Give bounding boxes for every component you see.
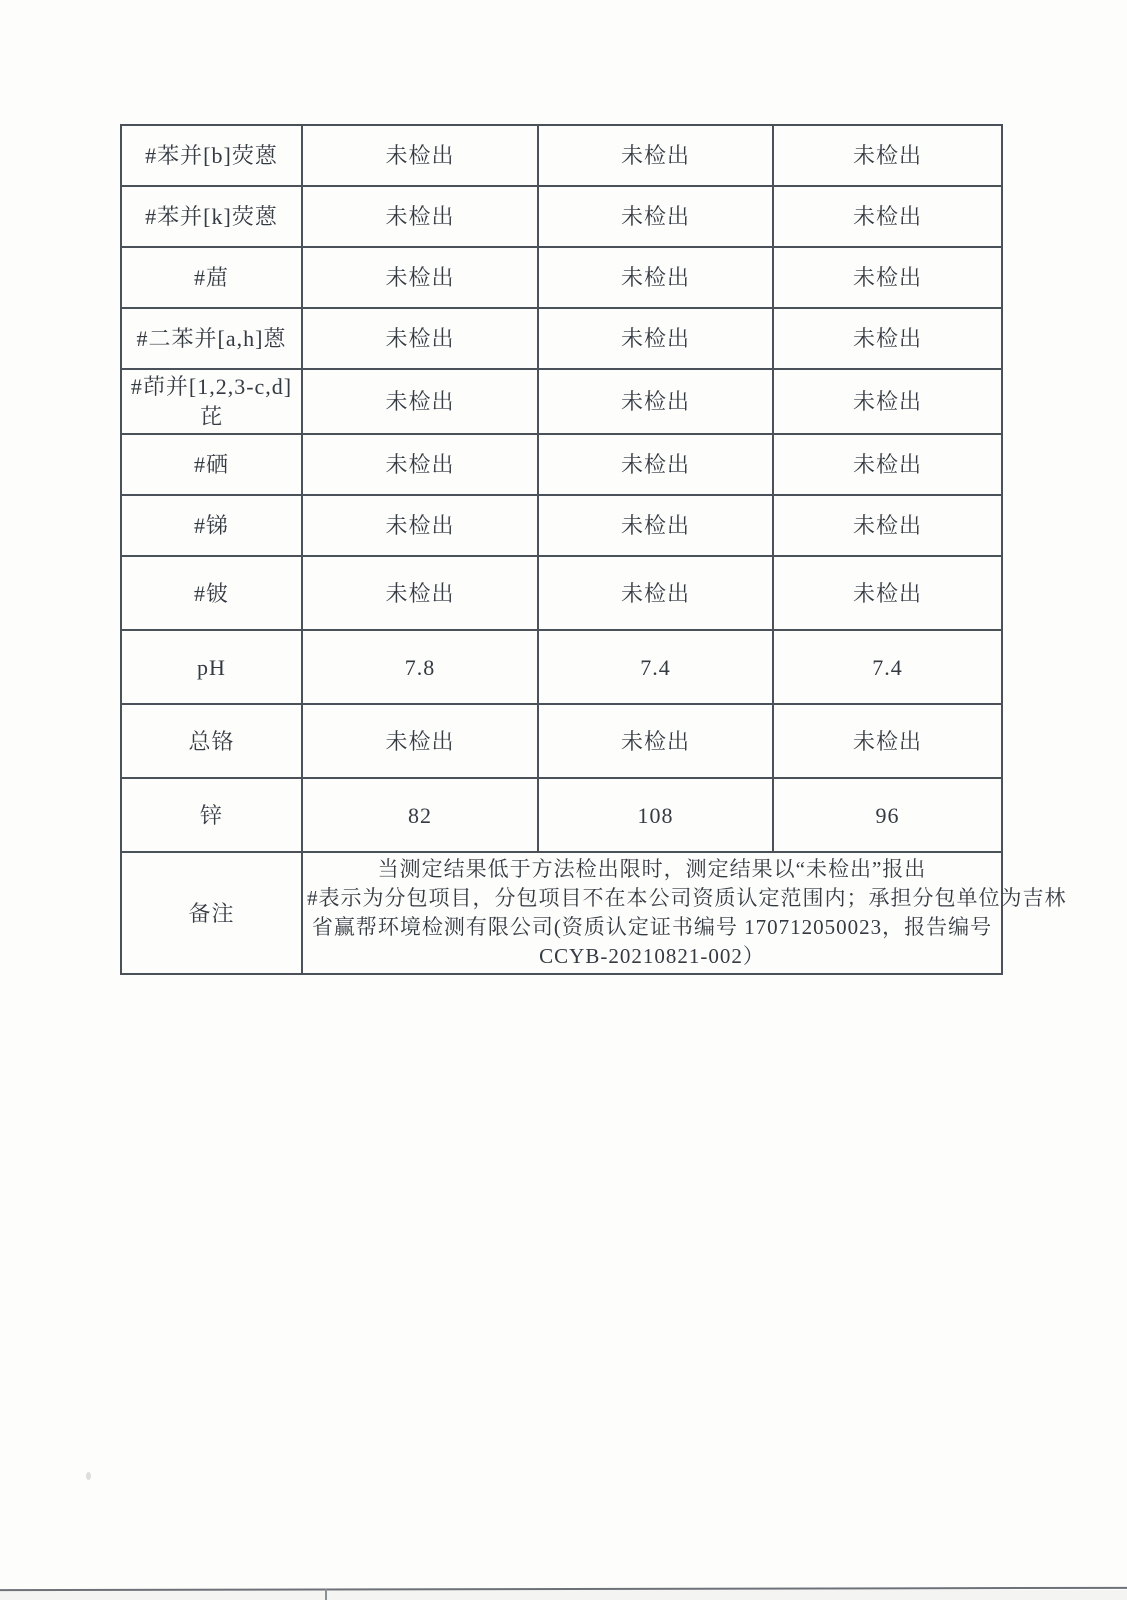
result-value-1: 未检出	[302, 125, 538, 186]
analyte-name: #䓛	[121, 247, 302, 308]
result-value-1: 未检出	[302, 556, 538, 630]
remark-line-4: CCYB-20210821-002）	[539, 944, 765, 969]
result-value-1: 未检出	[302, 434, 538, 495]
result-value-3: 未检出	[773, 308, 1002, 369]
table-row	[121, 125, 1002, 186]
result-value-3: 未检出	[773, 247, 1002, 308]
result-value-3: 未检出	[773, 369, 1002, 434]
remark-line-2: #表示为分包项目，分包项目不在本公司资质认定范围内；承担分包单位为吉林	[307, 886, 1067, 911]
table-row	[121, 495, 1002, 556]
remark-line-1: 当测定结果低于方法检出限时，测定结果以“未检出”报出	[377, 857, 927, 882]
result-value-2: 未检出	[538, 247, 773, 308]
result-value-3: 96	[773, 778, 1002, 852]
remark-section	[121, 852, 1067, 974]
remark-line-3: 省赢帮环境检测有限公司(资质认定证书编号 170712050023，报告编号	[311, 915, 993, 940]
table-row	[121, 247, 1002, 308]
result-value-3: 未检出	[773, 495, 1002, 556]
result-value-1: 未检出	[302, 308, 538, 369]
result-value-3: 未检出	[773, 186, 1002, 247]
result-value-1: 7.8	[302, 630, 538, 704]
result-value-2: 未检出	[538, 125, 773, 186]
scan-smudge-artifact	[86, 1472, 91, 1480]
result-value-2: 未检出	[538, 556, 773, 630]
scan-bottom-strip	[0, 1590, 1127, 1600]
analyte-name: pH	[121, 630, 302, 704]
table-row	[121, 556, 1002, 630]
result-value-2: 未检出	[538, 186, 773, 247]
results-table	[120, 124, 1067, 975]
remark-row	[121, 852, 1002, 974]
result-value-2: 未检出	[538, 495, 773, 556]
analyte-name: 锌	[121, 778, 302, 852]
result-value-2: 未检出	[538, 704, 773, 778]
analyte-name: #硒	[121, 434, 302, 495]
table-row	[121, 704, 1002, 778]
result-value-2: 未检出	[538, 308, 773, 369]
results-rows	[121, 125, 1002, 852]
result-value-1: 未检出	[302, 704, 538, 778]
remark-label: 备注	[121, 852, 302, 974]
scan-tick-artifact	[325, 1589, 327, 1600]
result-value-2: 未检出	[538, 369, 773, 434]
analyte-name: #铍	[121, 556, 302, 630]
result-value-3: 未检出	[773, 125, 1002, 186]
analyte-name: 总铬	[121, 704, 302, 778]
analyte-name: #苯并[k]荧蒽	[121, 186, 302, 247]
analyte-name: #茚并[1,2,3-c,d]芘	[121, 369, 302, 434]
result-value-1: 未检出	[302, 247, 538, 308]
table-row	[121, 308, 1002, 369]
result-value-1: 未检出	[302, 186, 538, 247]
result-value-1: 未检出	[302, 369, 538, 434]
table-row	[121, 369, 1002, 434]
table-row	[121, 434, 1002, 495]
result-value-2: 未检出	[538, 434, 773, 495]
result-value-3: 7.4	[773, 630, 1002, 704]
table-row	[121, 186, 1002, 247]
analyte-name: #苯并[b]荧蒽	[121, 125, 302, 186]
remark-text	[302, 852, 1067, 974]
analyte-name: #二苯并[a,h]蒽	[121, 308, 302, 369]
result-value-3: 未检出	[773, 704, 1002, 778]
table-row	[121, 778, 1002, 852]
analyte-name: #锑	[121, 495, 302, 556]
table-row	[121, 630, 1002, 704]
result-value-1: 未检出	[302, 495, 538, 556]
result-value-2: 108	[538, 778, 773, 852]
result-value-3: 未检出	[773, 434, 1002, 495]
result-value-1: 82	[302, 778, 538, 852]
result-value-2: 7.4	[538, 630, 773, 704]
result-value-3: 未检出	[773, 556, 1002, 630]
